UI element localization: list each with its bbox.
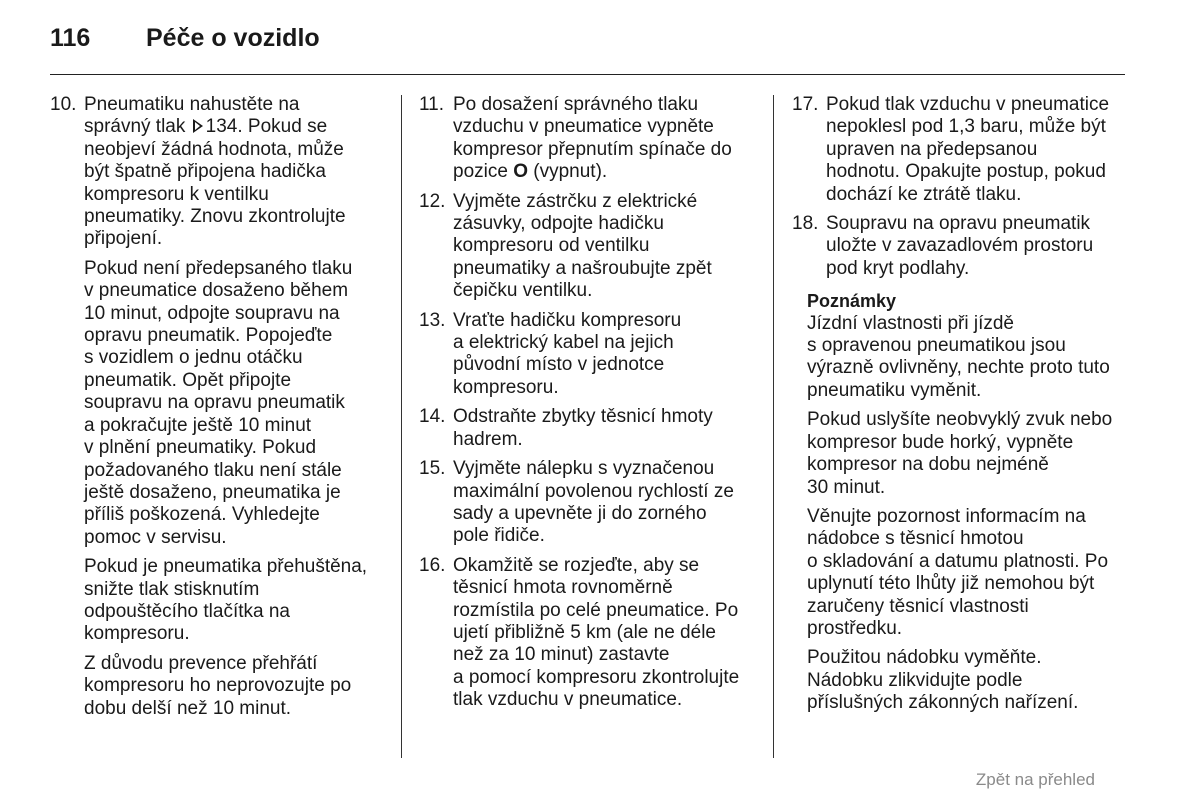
item-number: 17. bbox=[792, 94, 819, 115]
paragraph: Pokud je pneumatika přehuštěna, snižte tlak stisknutím odpouštěcího tlačítka na kompresoru. bbox=[84, 556, 368, 645]
column-divider-1 bbox=[401, 95, 402, 758]
list-item bbox=[419, 458, 759, 548]
note-paragraph: Použitou nádobku vyměňte. Nádobku zlikvidujte podle příslušných zákonných nařízení. bbox=[807, 647, 1079, 714]
note-paragraph: Jízdní vlastnosti při jízdě s opravenou pneumatikou jsou výrazně ovlivněny, nechte proto tuto pneumatiku vyměnit. bbox=[807, 312, 1110, 401]
item-text: (vypnut). bbox=[527, 161, 608, 183]
list-item bbox=[50, 94, 390, 251]
item-text: Pokud tlak vzduchu v pneumatice nepoklesl pod 1,3 baru, může být upraven na předepsanou hodnotu. Opakujte postup, pokud dochází ke ztrátě tlaku. bbox=[826, 94, 1110, 205]
item-number: 12. bbox=[419, 190, 446, 212]
item-number: 10. bbox=[50, 94, 77, 115]
item-text: Po dosažení správného tlaku vzduchu v pneumatice vypněte kompresor přepnutím spínače do pozice bbox=[453, 94, 732, 183]
page-title: Péče o vozidlo bbox=[146, 24, 320, 52]
list-item bbox=[419, 191, 759, 303]
item-number: 15. bbox=[419, 458, 446, 480]
item-number: 16. bbox=[419, 554, 446, 576]
item-text: Vraťte hadičku kompresoru a elektrický kabel na jejich původní místo v jednotce kompresoru. bbox=[453, 309, 682, 398]
header-divider bbox=[50, 74, 1125, 75]
note-paragraph: Věnujte pozornost informacím na nádobce s těsnicí hmotou o skladování a datumu platnosti. Po uplynutí této lhůty již nemohou být zaručeny těsnicí vlastnosti prostředku. bbox=[807, 505, 1109, 639]
item-text: Pneumatiku nahustěte na správný tlak bbox=[84, 94, 300, 138]
item-text: Vyjměte zástrčku z elektrické zásuvky, odpojte hadičku kompresoru od ventilku pneumatiky a našroubujte zpět čepičku ventilku. bbox=[453, 190, 712, 302]
notes-section bbox=[792, 290, 1132, 714]
column-middle bbox=[419, 94, 759, 719]
column-right bbox=[792, 94, 1132, 722]
paragraph: Pokud není předepsaného tlaku v pneumatice dosaženo během 10 minut, odpojte soupravu na opravu pneumatik. Popojeďte s vozidlem o jednu otáčku pneumatik. Opět připojte soupravu na opravu pneumatik a pokračujte ještě 10 minut v plnění pneumatiky. Pokud požadovaného tlaku není stále ještě dosaženo, pneumatika je příliš poškozená. Vyhledejte pomoc v servisu. bbox=[84, 257, 353, 548]
item-text: Okamžitě se rozjeďte, aby se těsnicí hmota rovnoměrně rozmístila po celé pneumatice. Po ujetí přibližně 5 km (ale ne déle než za 10 minut) zastavte a pomocí kompresoru zkontrolujte tlak vzduchu v pneumatice. bbox=[453, 554, 740, 711]
item-text: Odstraňte zbytky těsnicí hmoty hadrem. bbox=[453, 406, 713, 450]
switch-position: O bbox=[513, 161, 528, 183]
paragraph: Z důvodu prevence přehřátí kompresoru ho neprovozujte po dobu delší než 10 minut. bbox=[84, 652, 352, 719]
list-item bbox=[792, 94, 1132, 206]
item-text: Vyjměte nálepku s vyznačenou maximální povolenou rychlostí ze sady a upevněte ji do zorného pole řidiče. bbox=[453, 458, 734, 547]
item-number: 14. bbox=[419, 406, 446, 428]
page-number: 116 bbox=[50, 24, 91, 52]
item-number: 18. bbox=[792, 213, 819, 235]
item-number: 13. bbox=[419, 309, 446, 331]
item-text: . Pokud se neobjeví žádná hodnota, může být špatně připojena hadička kompresoru k ventilku pneumatiky. Znovu zkontrolujte připojení. bbox=[84, 116, 346, 250]
list-item bbox=[419, 555, 759, 712]
list-item bbox=[792, 213, 1132, 280]
page-header bbox=[50, 24, 1125, 60]
note-paragraph: Pokud uslyšíte neobvyklý zvuk nebo kompresor bude horký, vypněte kompresor na dobu nejméně 30 minut. bbox=[807, 409, 1113, 498]
column-left bbox=[50, 94, 390, 727]
page-reference-link[interactable]: 134 bbox=[205, 116, 238, 138]
item-number: 11. bbox=[419, 94, 445, 115]
column-divider-2 bbox=[773, 95, 774, 758]
item-text: Soupravu na opravu pneumatik uložte v zavazadlovém prostoru pod kryt podlahy. bbox=[826, 213, 1094, 279]
list-item bbox=[419, 94, 759, 184]
list-item bbox=[419, 310, 759, 400]
arrow-right-icon bbox=[193, 119, 203, 133]
list-item bbox=[419, 406, 759, 451]
notes-heading: Poznámky bbox=[807, 291, 897, 312]
back-to-overview-link[interactable]: Zpět na přehled bbox=[975, 770, 1095, 789]
